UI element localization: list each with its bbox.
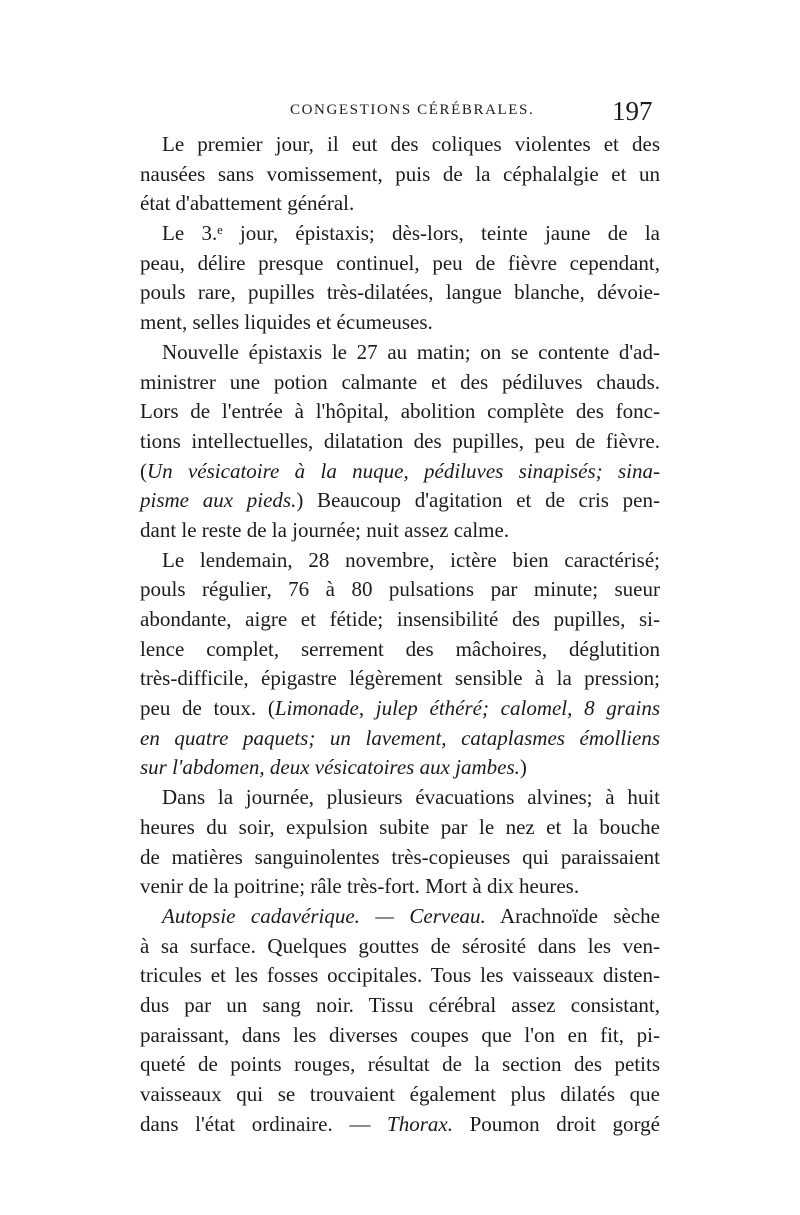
text-segment: Poumon droit gorgé [452, 1111, 660, 1136]
italic-text: en quatre paquets; un lavement, cataplasmes émolliens [140, 725, 660, 750]
text-line [140, 338, 660, 368]
italic-text: Un vésicatoire à la nuque, pédiluves sinapisés; sina- [147, 458, 660, 483]
text-segment: tions intellectuelles, dilatation des pupilles, peu de fièvre. [140, 428, 660, 453]
text-segment: ) Beaucoup d'agitation et de cris pen- [296, 488, 660, 513]
text-segment: Le 3.ᵉ jour, épistaxis; dès-lors, teinte jaune de la [162, 221, 660, 246]
text-line [140, 724, 660, 754]
text-line [140, 575, 660, 605]
text-line [140, 249, 660, 279]
text-line [140, 1050, 660, 1080]
text-line [140, 605, 660, 635]
text-segment: peau, délire presque continuel, peu de fièvre cependant, [140, 250, 660, 275]
text-line [140, 189, 660, 219]
text-segment: Le premier jour, il eut des coliques violentes et des [162, 132, 660, 156]
text-line [140, 278, 660, 308]
text-segment: dus par un sang noir. Tissu cérébral assez consistant, [140, 992, 660, 1017]
text-segment: Arachnoïde sèche [485, 903, 661, 928]
text-segment: Nouvelle épistaxis le 27 au matin; on se contente d'ad- [162, 339, 660, 364]
text-segment: de matières sanguinolentes très-copieuses qui paraissaient [140, 844, 660, 869]
text-segment: tricules et les fosses occipitales. Tous les vaisseaux disten- [140, 963, 660, 988]
text-line [140, 486, 660, 516]
text-segment: Dans la journée, plusieurs évacuations alvines; à huit [162, 785, 660, 810]
text-line [140, 1080, 660, 1110]
text-segment: abondante, aigre et fétide; insensibilité des pupilles, si- [140, 607, 660, 631]
text-segment: ( [140, 458, 147, 483]
page-number: 197 [612, 96, 653, 126]
text-line [140, 1021, 660, 1051]
text-segment: ment, selles liquides et écumeuses. [140, 310, 433, 335]
text-segment: pouls rare, pupilles très-dilatées, langue blanche, dévoie- [140, 280, 660, 305]
text-line [140, 843, 660, 873]
text-line [140, 308, 660, 338]
text-segment: dant le reste de la journée; nuit assez calme. [140, 517, 510, 542]
text-segment: ) [519, 755, 527, 780]
text-segment: Le lendemain, 28 novembre, ictère bien caractérisé; [162, 547, 660, 572]
text-line [140, 427, 660, 457]
text-line [140, 902, 660, 932]
text-segment: heures du soir, expulsion subite par le nez et la bouche [140, 814, 660, 839]
text-segment: venir de la poitrine; râle très-fort. Mort à dix heures. [140, 874, 580, 899]
text-line [140, 397, 660, 427]
text-segment: pouls régulier, 76 à 80 pulsations par minute; sueur [140, 577, 660, 602]
text-line [140, 872, 660, 902]
text-line [140, 783, 660, 813]
text-segment: paraissant, dans les diverses coupes que l'on en fit, pi- [140, 1022, 660, 1047]
text-segment: à sa surface. Quelques gouttes de sérosité dans les ven- [140, 933, 660, 958]
text-line [140, 813, 660, 843]
text-segment: dans l'état ordinaire. — [140, 1111, 388, 1136]
italic-text: sur l'abdomen, deux vésicatoires aux jambes. [140, 755, 520, 780]
running-title: CONGESTIONS CÉRÉBRALES. [290, 102, 535, 118]
text-segment: nausées sans vomissement, puis de la céphalalgie et un [140, 161, 660, 186]
text-line [140, 160, 660, 190]
text-line [140, 635, 660, 665]
text-line [140, 1110, 660, 1140]
text-segment: vaisseaux qui se trouvaient également plus dilatés que [140, 1082, 660, 1106]
running-head [0, 96, 800, 126]
text-segment: état d'abattement général. [140, 191, 355, 216]
text-line [140, 546, 660, 576]
text-segment: peu de toux. ( [140, 696, 275, 721]
italic-text: Limonade, julep éthéré; calomel, 8 grains [274, 696, 660, 721]
text-line [140, 516, 660, 546]
text-line [140, 753, 660, 783]
text-line [140, 932, 660, 962]
text-segment: ministrer une potion calmante et des pédiluves chauds. [140, 369, 660, 394]
text-line [140, 664, 660, 694]
text-line [140, 457, 660, 487]
text-line [140, 368, 660, 398]
text-segment: très-difficile, épigastre légèrement sensible à la pression; [140, 666, 660, 691]
italic-text: Autopsie cadavérique. — Cerveau. [162, 903, 486, 928]
text-line [140, 961, 660, 991]
text-line [140, 219, 660, 249]
italic-text: pisme aux pieds. [140, 488, 297, 513]
text-line [140, 130, 660, 160]
italic-text: Thorax. [387, 1111, 453, 1136]
text-line [140, 991, 660, 1021]
text-segment: queté de points rouges, résultat de la section des petits [140, 1052, 660, 1077]
text-line [140, 694, 660, 724]
body-text [140, 130, 660, 1139]
text-segment: lence complet, serrement des mâchoires, déglutition [140, 636, 660, 661]
text-segment: Lors de l'entrée à l'hôpital, abolition complète des fonc- [140, 399, 660, 424]
